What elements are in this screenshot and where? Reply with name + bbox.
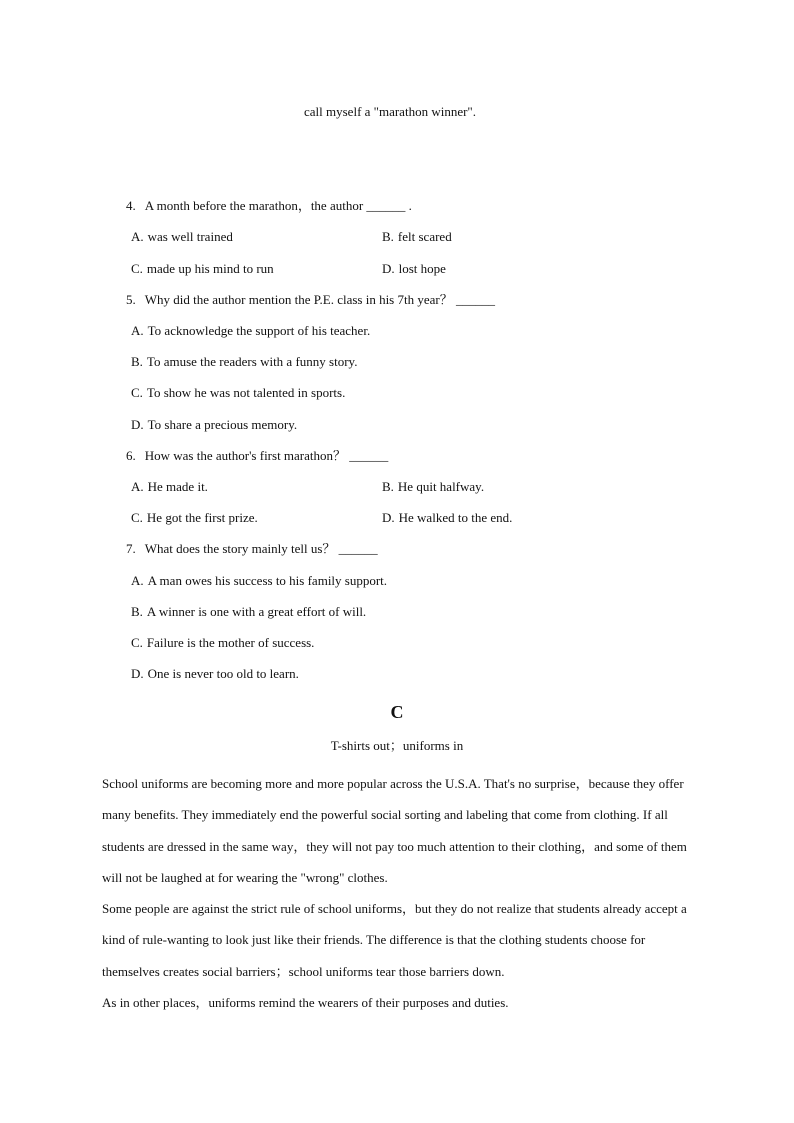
option-text: A winner is one with a great effort of will.: [146, 604, 367, 619]
option-text: To amuse the readers with a funny story.: [146, 354, 358, 369]
option-label: D.: [131, 417, 144, 432]
option-label: C.: [131, 635, 143, 650]
question-5: [126, 292, 495, 308]
option-text: To show he was not talented in sports.: [146, 385, 346, 400]
option-4a[interactable]: [131, 229, 233, 245]
option-7a[interactable]: [131, 573, 387, 589]
option-text: To acknowledge the support of his teacher.: [147, 323, 371, 338]
option-7b[interactable]: [131, 604, 366, 620]
paragraph: School uniforms are becoming more and more popular across the U.S.A. That's no surprise，because they offer many benefits. They immediately end the powerful social sorting and labeling that come from clothing. If all students are dressed in the same way，they will not pay too much attention to their clothing，and some of them will not be laughed at for wearing the "wrong" clothes.: [102, 776, 687, 885]
question-6: [126, 448, 388, 464]
option-label: A.: [131, 479, 144, 494]
option-label: A.: [131, 229, 144, 244]
option-label: C.: [131, 510, 143, 525]
question-stem: Why did the author mention the P.E. class in his 7th year？ ______: [144, 292, 495, 307]
passage-title: T-shirts out；uniforms in: [330, 738, 464, 753]
option-label: D.: [131, 666, 144, 681]
option-6c[interactable]: [131, 510, 258, 526]
option-text: He got the first prize.: [146, 510, 258, 525]
question-number: 4.: [126, 198, 136, 213]
option-4b[interactable]: [382, 229, 452, 245]
option-text: He quit halfway.: [397, 479, 485, 494]
option-label: B.: [131, 354, 143, 369]
option-text: felt scared: [397, 229, 452, 244]
option-label: B.: [382, 229, 394, 244]
question-number: 6.: [126, 448, 136, 463]
option-5d[interactable]: [131, 417, 297, 433]
paragraph: Some people are against the strict rule of school uniforms，but they do not realize that students already accept a kind of rule-wanting to look just like their friends. The difference is that the clothing students choose for themselves creates social barriers；school uniforms tear those barriers down.: [102, 901, 687, 979]
option-5a[interactable]: [131, 323, 370, 339]
section-letter: C: [390, 702, 404, 722]
question-7: [126, 541, 378, 557]
option-6b[interactable]: [382, 479, 484, 495]
option-text: He walked to the end.: [398, 510, 513, 525]
question-stem: A month before the marathon，the author ______ .: [144, 198, 412, 213]
option-text: He made it.: [147, 479, 208, 494]
option-label: A.: [131, 323, 144, 338]
option-text: One is never too old to learn.: [147, 666, 299, 681]
option-text: A man owes his success to his family support.: [147, 573, 388, 588]
option-label: D.: [382, 510, 395, 525]
question-stem: How was the author's first marathon？ ______: [144, 448, 389, 463]
question-number: 7.: [126, 541, 136, 556]
option-label: C.: [131, 385, 143, 400]
question-number: 5.: [126, 292, 136, 307]
option-7c[interactable]: [131, 635, 314, 651]
option-5b[interactable]: [131, 354, 357, 370]
option-4d[interactable]: [382, 261, 446, 277]
paragraph: As in other places，uniforms remind the wearers of their purposes and duties.: [102, 995, 509, 1011]
option-6a[interactable]: [131, 479, 208, 495]
option-text: To share a precious memory.: [147, 417, 298, 432]
option-label: B.: [382, 479, 394, 494]
option-text: Failure is the mother of success.: [146, 635, 315, 650]
option-4c[interactable]: [131, 261, 274, 277]
option-text: lost hope: [398, 261, 446, 276]
option-7d[interactable]: [131, 666, 299, 682]
question-4: [126, 198, 412, 214]
question-stem: What does the story mainly tell us？ ______: [144, 541, 378, 556]
option-text: made up his mind to run: [146, 261, 274, 276]
option-label: A.: [131, 573, 144, 588]
passage-body: [102, 768, 702, 1018]
continuation-text: call myself a "marathon winner".: [304, 104, 476, 119]
option-label: D.: [382, 261, 395, 276]
option-text: was well trained: [147, 229, 233, 244]
option-5c[interactable]: [131, 385, 345, 401]
option-label: C.: [131, 261, 143, 276]
option-label: B.: [131, 604, 143, 619]
option-6d[interactable]: [382, 510, 512, 526]
